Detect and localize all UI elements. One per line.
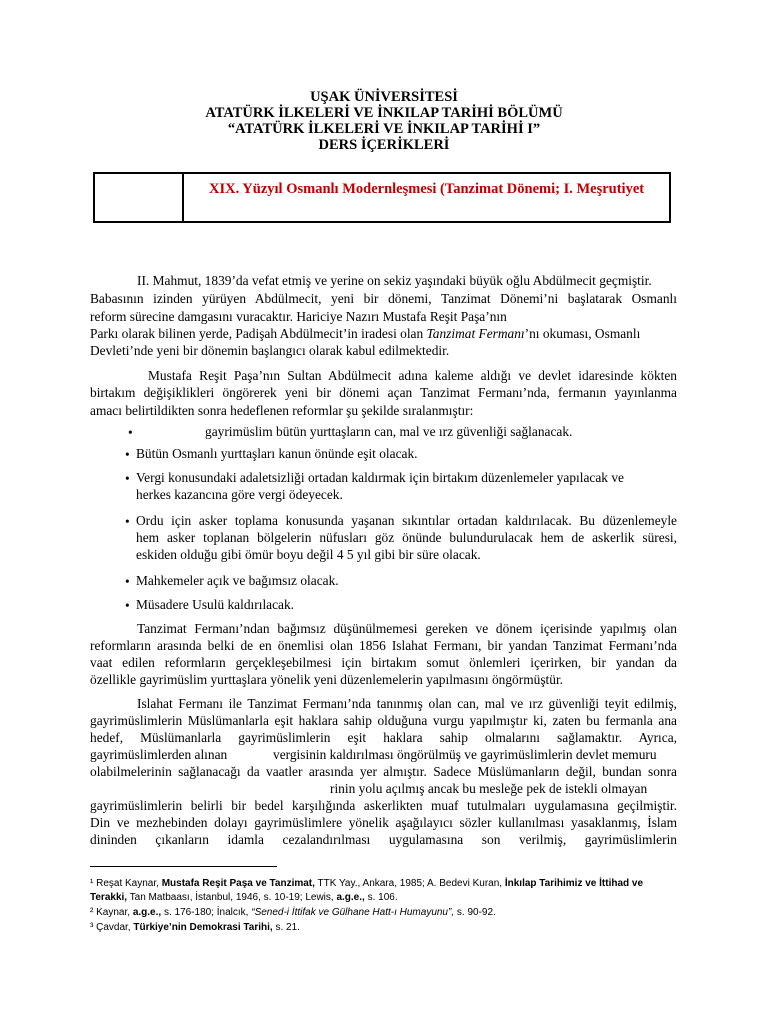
header-university: UŞAK ÜNİVERSİTESİ bbox=[310, 89, 458, 105]
topic-table bbox=[93, 172, 671, 223]
footnote-1-cont: Terakki, Tan Matbaası, İstanbul, 1946, s. 10-19; Lewis, a.g.e., s. 106. bbox=[90, 892, 398, 903]
list-item: eskiden olduğu gibi ömür boyu değil 4 5 yıl gibi bir süre olacak. bbox=[136, 547, 481, 562]
list-item: Ordu için asker toplama konusunda yaşanan sıkıntılar ortadan kaldırılacak. Bu düzenlemeyle bbox=[136, 513, 677, 528]
paragraph-line: Tanzimat Fermanı’ndan bağımsız düşünülmemesi gereken ve dönem içerisinde yapılmış olan bbox=[137, 621, 677, 636]
paragraph-line: vergisinin kaldırılması öngörülmüş ve gayrimüslimlerin devlet memuru bbox=[273, 747, 657, 762]
bullet-mark: • bbox=[125, 471, 130, 486]
topic-table-empty-cell bbox=[95, 174, 184, 221]
footnote-1: ¹ Reşat Kaynar, Mustafa Reşit Paşa ve Tanzimat, TTK Yay., Ankara, 1985; A. Bedevi Kuran, İnkılap Tarihimiz ve İttihad ve bbox=[90, 878, 644, 889]
paragraph-line: gayrimüslimlerden alınan bbox=[90, 747, 228, 762]
paragraph-line: dininden çıkanların idamla cezalandırılması uygulamasına son verilmiş, gayrimüslimlerin bbox=[90, 832, 677, 847]
italic-term: Tanzimat Fermanı bbox=[426, 326, 525, 341]
bullet-mark: • bbox=[125, 598, 130, 613]
paragraph-line: hedef, Müslümanlarla gayrimüslimlerin eşit haklara sahip olmalarını sağlamaktır. Ayrıca, bbox=[90, 730, 677, 745]
paragraph-line: II. Mahmut, 1839’da vefat etmiş ve yerine on sekiz yaşındaki büyük oğlu Abdülmecit geçmiştir. bbox=[137, 273, 652, 288]
bullet-mark: • bbox=[125, 574, 130, 589]
list-item: Vergi konusundaki adaletsizliği ortadan kaldırmak için birtakım düzenlemeler yapılacak ve bbox=[136, 470, 624, 485]
paragraph-line: reform sürecine damgasını vuracaktır. Hariciye Nazırı Mustafa Reşit Paşa’nın bbox=[90, 309, 507, 324]
header-department: ATATÜRK İLKELERİ VE İNKILAP TARİHİ BÖLÜMÜ bbox=[205, 105, 563, 121]
paragraph-line: Parkı olarak bilinen yerde, Padişah Abdülmecit’in iradesi olan Tanzimat Fermanı’nı okuması, Osmanlı bbox=[90, 326, 641, 341]
paragraph-line: rinin yolu açılmış ancak bu mesleğe pek de istekli olmayan bbox=[330, 781, 648, 796]
paragraph-line: Din ve mezhebinden dolayı gayrimüslimlere yönelik aşağılayıcı sözler kullanılması yasaklanmış, İslam bbox=[90, 815, 677, 830]
bullet-mark: • bbox=[128, 425, 133, 440]
footnote-3: ³ Çavdar, Türkiye’nin Demokrasi Tarihi, s. 21. bbox=[90, 922, 300, 933]
bullet-mark: • bbox=[125, 447, 130, 462]
paragraph-line: olabilmelerinin sağlanacağı da vaatler arasında yer almıştır. Sadece Müslümanların değil, bundan sonra bbox=[90, 764, 677, 779]
list-item: Bütün Osmanlı yurttaşları kanun önünde eşit olacak. bbox=[136, 446, 418, 461]
topic-title: XIX. Yüzyıl Osmanlı Modernleşmesi (Tanzimat Dönemi; I. Meşrutiyet bbox=[209, 181, 645, 197]
bullet-mark: • bbox=[125, 514, 130, 529]
footnote-2: ² Kaynar, a.g.e., s. 176-180; İnalcık, “Sened-i İttifak ve Gülhane Hatt-ı Humayunu”, s. 90-92. bbox=[90, 907, 496, 918]
header-subtitle: DERS İÇERİKLERİ bbox=[318, 137, 450, 153]
footnote-separator bbox=[90, 866, 277, 867]
list-item: hem asker toplanan bölgelerin nüfusları göz önünde bulundurulacak hem de askerlik süresi, bbox=[136, 530, 677, 545]
paragraph-line: gayrimüslimlerin belirli bir bedel karşılığında askerlikten muaf tutulmaları uygulamasına geçilmiştir. bbox=[90, 798, 677, 813]
paragraph-line: Devleti’nde yeni bir dönemin başlangıcı olarak kabul edilmektedir. bbox=[90, 343, 450, 358]
list-item: Mahkemeler açık ve bağımsız olacak. bbox=[136, 573, 339, 588]
paragraph-line: vaat edilen reformların gerçekleşebilmesi için birtakım somut önlemleri içerirken, bir yandan da bbox=[90, 655, 677, 670]
list-item: herkes kazancına göre vergi ödeyecek. bbox=[136, 487, 343, 502]
paragraph-line: gayrimüslimlerin Müslümanlarla eşit haklara sahip olduğuna vurgu yapılmıştır ki, zaten bu fermanla ana bbox=[90, 713, 677, 728]
paragraph-line: Islahat Fermanı ile Tanzimat Fermanı’nda tanınmış olan can, mal ve ırz güvenliği teyit edilmiş, bbox=[137, 696, 677, 711]
paragraph-line: özellikle gayrimüslim yurttaşlara yönelik yeni düzenlemelerin yapılmasını öngörmüştür. bbox=[90, 672, 564, 687]
paragraph-line: Babasının izinden yürüyen Abdülmecit, yeni bir dönemi, Tanzimat Dönemi’ni başlatarak Osmanlı bbox=[90, 291, 677, 306]
list-item: gayrimüslim bütün yurttaşların can, mal ve ırz güvenliği sağlanacak. bbox=[205, 424, 573, 439]
paragraph-line: amacı belirtildikten sonra hedeflenen reformlar şu şekilde sıralanmıştır: bbox=[90, 403, 474, 418]
paragraph-line: Mustafa Reşit Paşa’nın Sultan Abdülmecit adına kaleme aldığı ve devlet idaresinde kökten bbox=[148, 368, 677, 383]
paragraph-line: reformların arasında belki de en önemlisi olan 1856 Islahat Fermanı, bir yandan Tanzimat Fermanı’nda bbox=[90, 638, 677, 653]
paragraph-line: birtakım değişiklikleri öngörerek yeni bir dönemi açan Tanzimat Fermanı’nda, fermanın yayınlanma bbox=[90, 385, 677, 400]
list-item: Müsadere Usulü kaldırılacak. bbox=[136, 597, 295, 612]
header-course: “ATATÜRK İLKELERİ VE İNKILAP TARİHİ I” bbox=[227, 121, 541, 137]
